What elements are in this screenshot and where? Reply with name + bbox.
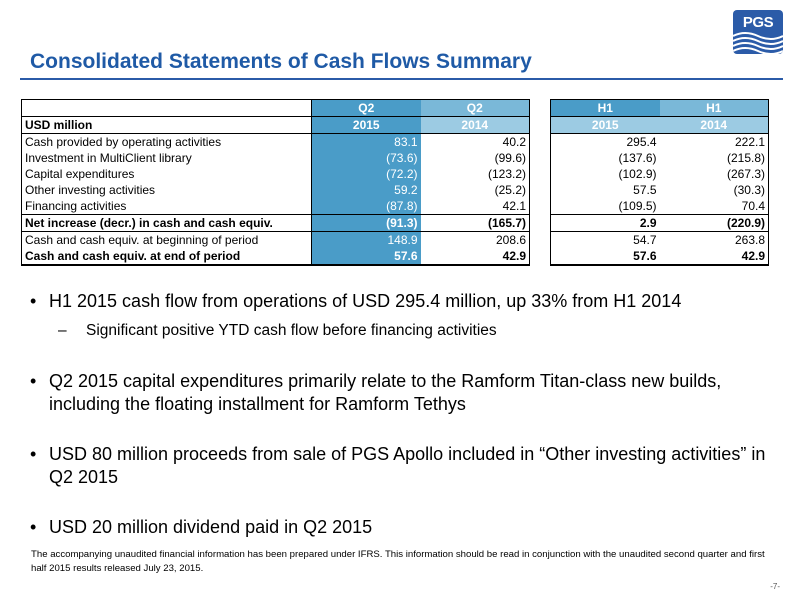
cell-h1-2015: 57.5: [551, 182, 660, 198]
cell-h1-2014: 70.4: [660, 198, 769, 215]
cell-h1-2014: 222.1: [660, 134, 769, 151]
table-body: [22, 134, 769, 266]
header-period-q2-2014: Q2: [421, 100, 530, 117]
column-gap: [530, 100, 551, 117]
cell-q2-2014: 42.1: [421, 198, 530, 215]
header-row-year: [22, 117, 769, 134]
bullet-item: [30, 443, 770, 489]
cell-q2-2014: (165.7): [421, 215, 530, 232]
cell-q2-2015: 59.2: [312, 182, 421, 198]
bullet-text: USD 20 million dividend paid in Q2 2015: [49, 517, 373, 537]
table-row: [22, 248, 769, 265]
cell-h1-2014: 42.9: [660, 248, 769, 265]
column-gap: [530, 198, 551, 215]
cash-flow-table: [21, 99, 769, 266]
row-label: Net increase (decr.) in cash and cash equiv.: [22, 215, 312, 232]
bullet-item: [30, 290, 770, 313]
cell-q2-2015: (87.8): [312, 198, 421, 215]
cell-h1-2014: 263.8: [660, 232, 769, 249]
cell-h1-2014: (267.3): [660, 166, 769, 182]
cell-q2-2014: (25.2): [421, 182, 530, 198]
row-label: Financing activities: [22, 198, 312, 215]
bullet-glyph: •: [30, 371, 37, 391]
pgs-logo: [733, 10, 783, 54]
footnote: The accompanying unaudited financial information has been prepared under IFRS. This information should be read in conjunction with the unaudited second quarter and first half 2015 results released July 23, 2015.: [31, 549, 765, 574]
cell-h1-2015: 2.9: [551, 215, 660, 232]
page-number: -7-: [770, 582, 780, 591]
table-row: [22, 150, 769, 166]
cell-q2-2014: 42.9: [421, 248, 530, 265]
header-period-h1-2015: H1: [551, 100, 660, 117]
unit-label: USD million: [22, 117, 312, 134]
header-year-h1-2015: 2015: [551, 117, 660, 134]
column-gap: [530, 134, 551, 151]
cell-h1-2014: (215.8): [660, 150, 769, 166]
column-gap: [530, 232, 551, 249]
column-gap: [530, 117, 551, 134]
row-label: Cash provided by operating activities: [22, 134, 312, 151]
table-row: [22, 198, 769, 215]
cell-q2-2015: 57.6: [312, 248, 421, 265]
header-row-period: [22, 100, 769, 117]
cell-q2-2014: (123.2): [421, 166, 530, 182]
cell-h1-2014: (220.9): [660, 215, 769, 232]
cell-h1-2015: (102.9): [551, 166, 660, 182]
cell-q2-2015: 83.1: [312, 134, 421, 151]
cell-q2-2015: (91.3): [312, 215, 421, 232]
row-label: Cash and cash equiv. at beginning of period: [22, 232, 312, 249]
row-label: Capital expenditures: [22, 166, 312, 182]
cell-h1-2015: 295.4: [551, 134, 660, 151]
slide-title: Consolidated Statements of Cash Flows Summary: [30, 50, 532, 73]
bullet-item: [30, 370, 770, 416]
header-period-q2-2015: Q2: [312, 100, 421, 117]
row-label: Other investing activities: [22, 182, 312, 198]
logo-text: PGS: [742, 14, 774, 31]
table-row: [22, 215, 769, 232]
bullet-list: [30, 290, 770, 539]
column-gap: [530, 248, 551, 265]
cell-h1-2015: (109.5): [551, 198, 660, 215]
cell-q2-2014: 208.6: [421, 232, 530, 249]
sub-bullet-item: [30, 319, 770, 342]
table-row: [22, 232, 769, 249]
cell-h1-2015: 54.7: [551, 232, 660, 249]
row-label: Investment in MultiClient library: [22, 150, 312, 166]
bullet-text: USD 80 million proceeds from sale of PGS Apollo included in “Other investing activities” in Q2 2015: [49, 444, 766, 487]
cell-q2-2015: (72.2): [312, 166, 421, 182]
bullet-item: [30, 516, 770, 539]
bullet-glyph: •: [30, 291, 37, 311]
header-blank-cell: [22, 100, 312, 117]
cell-h1-2014: (30.3): [660, 182, 769, 198]
column-gap: [530, 150, 551, 166]
header-year-q2-2014: 2014: [421, 117, 530, 134]
table-row: [22, 166, 769, 182]
bullet-text: H1 2015 cash flow from operations of USD 295.4 million, up 33% from H1 2014: [49, 291, 682, 311]
cell-q2-2015: 148.9: [312, 232, 421, 249]
header-year-h1-2014: 2014: [660, 117, 769, 134]
cell-h1-2015: (137.6): [551, 150, 660, 166]
sub-bullet-text: Significant positive YTD cash flow before financing activities: [86, 322, 497, 339]
cell-h1-2015: 57.6: [551, 248, 660, 265]
cell-q2-2014: (99.6): [421, 150, 530, 166]
cell-q2-2014: 40.2: [421, 134, 530, 151]
table-row: [22, 182, 769, 198]
title-divider: [20, 78, 783, 80]
bullet-text: Q2 2015 capital expenditures primarily relate to the Ramform Titan-class new builds, including the floating installment for Ramform Tethys: [49, 371, 722, 414]
sub-bullet-glyph: –: [58, 322, 67, 339]
table-row: [22, 134, 769, 151]
column-gap: [530, 215, 551, 232]
column-gap: [530, 182, 551, 198]
column-gap: [530, 166, 551, 182]
cell-q2-2015: (73.6): [312, 150, 421, 166]
header-year-q2-2015: 2015: [312, 117, 421, 134]
bullet-glyph: •: [30, 444, 37, 464]
header-period-h1-2014: H1: [660, 100, 769, 117]
row-label: Cash and cash equiv. at end of period: [22, 248, 312, 265]
bullet-glyph: •: [30, 517, 37, 537]
